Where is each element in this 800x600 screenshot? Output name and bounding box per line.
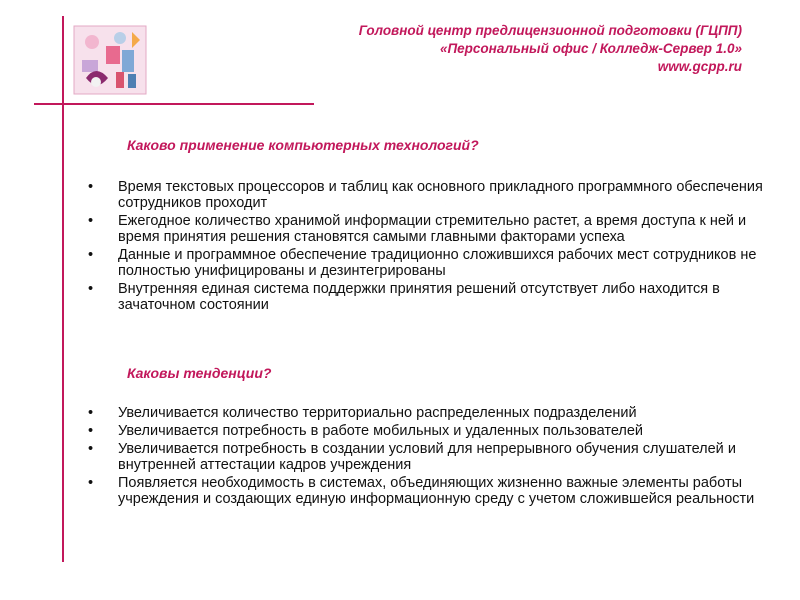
bullet-list-trends <box>88 405 778 509</box>
bullet-list-applications <box>88 179 778 315</box>
bullet-icon: • <box>88 423 94 439</box>
header-website-link[interactable]: www.gcpp.ru <box>657 59 742 74</box>
bullet-icon: • <box>88 405 94 421</box>
list-item-text: Данные и программное обеспечение традиционно сложившихся рабочих мест сотрудников не полностью унифицированы и дезинтегрированы <box>118 247 757 279</box>
list-item-text: Время текстовых процессоров и таблиц как основного прикладного программного обеспечения сотрудников проходит <box>118 179 763 211</box>
list-item-text: Увеличивается потребность в работе мобильных и удаленных пользователей <box>118 423 644 439</box>
header <box>359 22 742 76</box>
list-item-text: Ежегодное количество хранимой информации стремительно растет, а время доступа к ней и время принятия решения становятся самыми главными факторами успеха <box>118 213 747 245</box>
vertical-divider <box>62 16 64 562</box>
list-item <box>88 441 778 473</box>
list-item-text: Внутренняя единая система поддержки принятия решений отсутствует либо находится в зачаточном состоянии <box>118 281 720 313</box>
bullet-icon: • <box>88 281 94 297</box>
list-item <box>88 213 778 245</box>
list-item <box>88 281 778 313</box>
list-item <box>88 247 778 279</box>
list-item <box>88 475 778 507</box>
bullet-icon: • <box>88 441 94 457</box>
list-item <box>88 179 778 211</box>
horizontal-divider <box>34 103 314 105</box>
bullet-icon: • <box>88 179 94 195</box>
list-item-text: Увеличивается потребность в создании условий для непрерывного обучения слушателей и внутренней аттестации кадров учреждения <box>118 441 736 473</box>
bullet-icon: • <box>88 475 94 491</box>
list-item-text: Появляется необходимость в системах, объединяющих жизненно важные элементы работы учреждения и создающих единую информационную среду с учетом сложившейся реальности <box>118 475 755 507</box>
list-item <box>88 423 778 439</box>
header-product-name: «Персональный офис / Колледж-Сервер 1.0» <box>439 41 742 56</box>
bullet-icon: • <box>88 247 94 263</box>
section-title-trends: Каковы тенденции? <box>127 365 272 381</box>
list-item-text: Увеличивается количество территориально распределенных подразделений <box>118 405 637 421</box>
logo-icon <box>72 24 148 96</box>
section-title-applications: Каково применение компьютерных технологий? <box>127 137 479 153</box>
list-item <box>88 405 778 421</box>
bullet-icon: • <box>88 213 94 229</box>
header-org-name: Головной центр предлицензионной подготовки (ГЦПП) <box>358 23 742 38</box>
